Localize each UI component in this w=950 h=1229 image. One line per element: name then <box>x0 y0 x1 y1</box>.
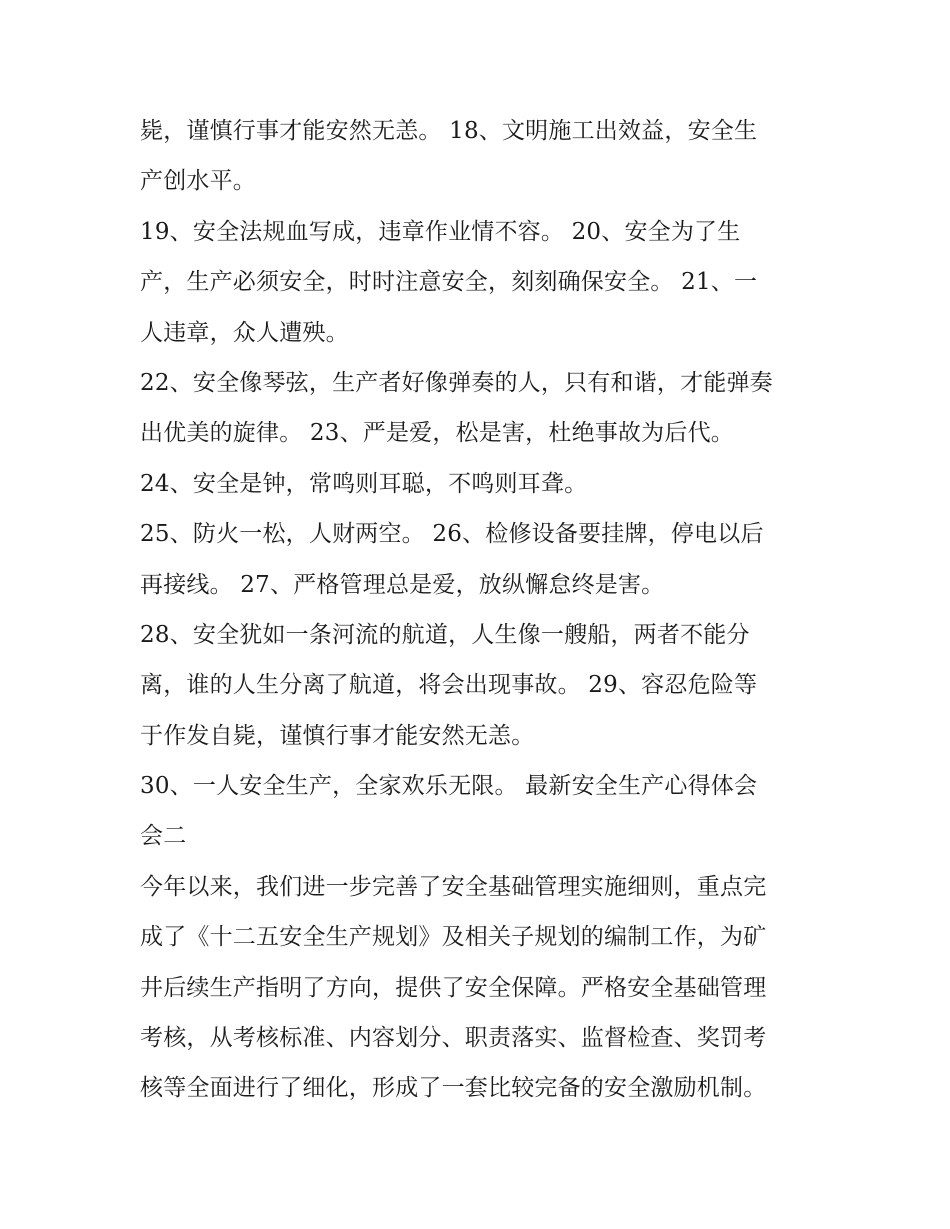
document-body <box>140 106 820 1114</box>
text-line: 再接线。 27、严格管理总是爱，放纵懈怠终是害。 <box>140 571 665 598</box>
text-line: 产创水平。 <box>140 168 256 195</box>
text-line: 28、安全犹如一条河流的航道，人生像一艘船，两者不能分 <box>140 621 750 648</box>
text-line: 毙，谨慎行事才能安然无恙。 18、文明施工出效益，安全生 <box>140 118 758 144</box>
paragraph-line: 核等全面进行了细化，形成了一套比较完备的安全激励机制。 <box>140 1075 767 1102</box>
section-heading-line: 会二 <box>140 823 187 850</box>
text-line: 离，谁的人生分离了航道，将会出现事故。 29、容忍危险等 <box>140 672 758 699</box>
paragraph-line: 井后续生产指明了方向，提供了安全保障。严格安全基础管理 <box>140 974 767 1001</box>
paragraph-line: 考核，从考核标准、内容划分、职责落实、监督检查、奖罚考 <box>140 1025 767 1052</box>
text-line: 24、安全是钟，常鸣则耳聪，不鸣则耳聋。 <box>140 470 588 497</box>
text-line: 30、一人安全生产，全家欢乐无限。 最新安全生产心得体会 <box>140 773 758 800</box>
text-line: 出优美的旋律。 23、严是爱，松是害，杜绝事故为后代。 <box>140 420 734 447</box>
paragraph-line: 今年以来，我们进一步完善了安全基础管理实施细则，重点完 <box>140 873 767 900</box>
text-line: 22、安全像琴弦，生产者好像弹奏的人，只有和谐，才能弹奏 <box>140 369 773 396</box>
paragraph-line: 成了《十二五安全生产规划》及相关子规划的编制工作，为矿 <box>140 924 767 951</box>
text-line: 产，生产必须安全，时时注意安全，刻刻确保安全。 21、一 <box>140 269 758 296</box>
text-line: 于作发自毙，谨慎行事才能安然无恙。 <box>140 722 535 749</box>
text-line: 19、安全法规血写成，违章作业情不容。 20、安全为了生 <box>140 218 741 245</box>
text-line: 25、防火一松，人财两空。 26、检修设备要挂牌，停电以后 <box>140 521 764 548</box>
text-line: 人违章，众人遭殃。 <box>140 319 349 346</box>
